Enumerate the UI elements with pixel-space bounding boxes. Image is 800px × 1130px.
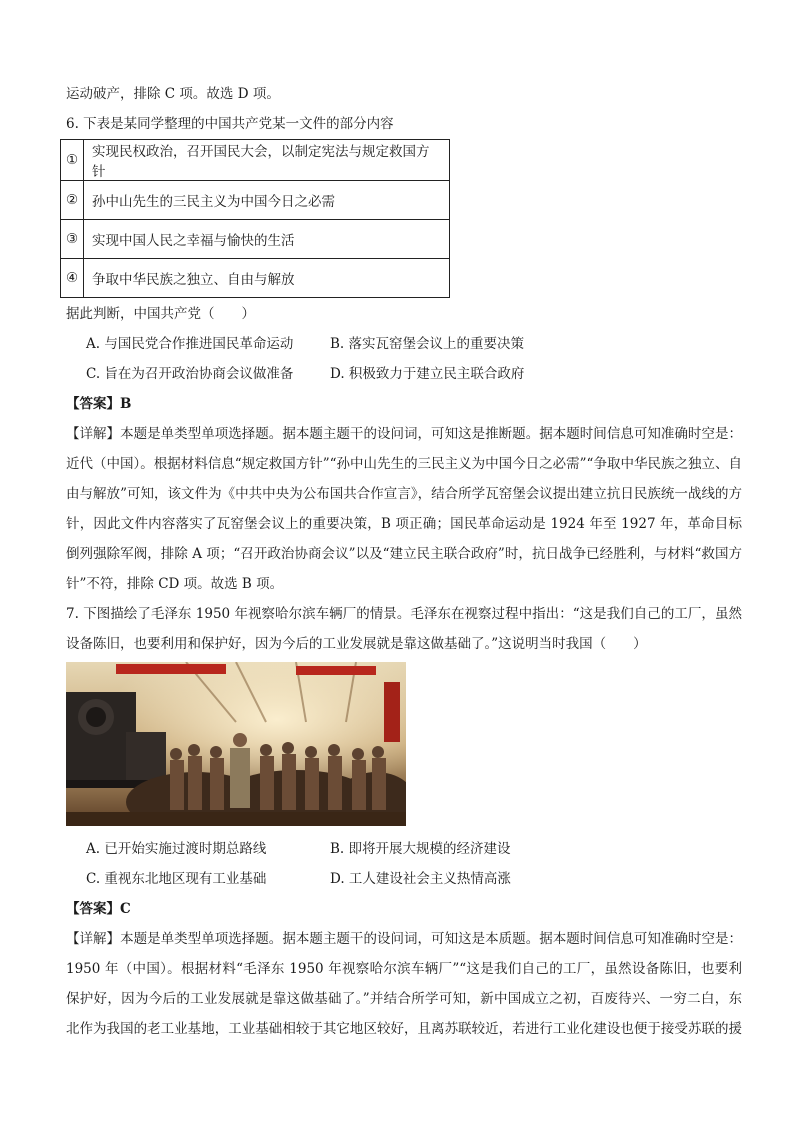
row-number: ③ — [61, 220, 84, 259]
question-6-explain-line: 倒列强除军阀，排除 A 项；“召开政治协商会议”以及“建立民主联合政府”时，抗日战争已经胜利，与材料“救国方 — [66, 546, 742, 562]
row-text: 争取中华民族之独立、自由与解放 — [84, 259, 450, 298]
row-number: ② — [61, 181, 84, 220]
factory-inspection-painting — [66, 662, 406, 826]
row-text: 孙中山先生的三民主义为中国今日之必需 — [84, 181, 450, 220]
question-7-option-c: C. 重视东北地区现有工业基础 — [86, 871, 267, 887]
question-7-answer: 【答案】C — [66, 901, 131, 917]
question-6-explain-line: 近代（中国）。根据材料信息“规定救国方针”“孙中山先生的三民主义为中国今日之必需”“争取中华民族之独立、自 — [66, 456, 742, 472]
table-row — [61, 220, 450, 259]
question-6-option-a: A. 与国民党合作推进国民革命运动 — [86, 336, 294, 352]
table-row — [61, 140, 450, 181]
question-7-option-b: B. 即将开展大规模的经济建设 — [330, 841, 511, 857]
question-7-option-d: D. 工人建设社会主义热情高涨 — [330, 871, 511, 887]
question-6-option-c: C. 旨在为召开政治协商会议做准备 — [86, 366, 294, 382]
question-6-stem: 6. 下表是某同学整理的中国共产党某一文件的部分内容 — [66, 116, 394, 132]
question-7-stem-line: 设备陈旧，也要利用和保护好，因为今后的工业发展就是靠这做基础了。”这说明当时我国（ ） — [66, 636, 647, 652]
question-6-option-b: B. 落实瓦窑堡会议上的重要决策 — [330, 336, 525, 352]
question-6-option-d: D. 积极致力于建立民主联合政府 — [330, 366, 525, 382]
question-6-material-table — [60, 139, 450, 298]
painting-illustration — [66, 662, 406, 826]
row-number: ④ — [61, 259, 84, 298]
row-text: 实现中国人民之幸福与愉快的生活 — [84, 220, 450, 259]
table-row — [61, 181, 450, 220]
row-number: ① — [61, 140, 84, 181]
previous-answer-tail: 运动破产，排除 C 项。故选 D 项。 — [66, 86, 280, 102]
question-6-explain-line: 针，因此文件内容落实了瓦窑堡会议上的重要决策，B 项正确；国民革命运动是 1924 年至 1927 年，革命目标 — [66, 516, 742, 532]
question-7-explain-line: 北作为我国的老工业基地，工业基础相较于其它地区较好，且离苏联较近，若进行工业化建设也便于接受苏联的援 — [66, 1021, 742, 1037]
question-6-explain-line: 由与解放”可知，该文件为《中共中央为公布国共合作宣言》，结合所学瓦窑堡会议提出建立抗日民族统一战线的方 — [66, 486, 742, 502]
question-7-option-a: A. 已开始实施过渡时期总路线 — [86, 841, 267, 857]
question-6-prompt: 据此判断，中国共产党（ ） — [66, 306, 255, 322]
table-row — [61, 259, 450, 298]
question-6-explain-line: 针”不符，排除 CD 项。故选 B 项。 — [66, 576, 284, 592]
question-7-explain-line: 1950 年（中国）。根据材料“毛泽东 1950 年视察哈尔滨车辆厂”“这是我们自己的工厂，虽然设备陈旧，也要利 — [66, 961, 742, 977]
question-7-stem-line: 7. 下图描绘了毛泽东 1950 年视察哈尔滨车辆厂的情景。毛泽东在视察过程中指出：“这是我们自己的工厂，虽然 — [66, 606, 742, 622]
question-7-explain-line: 保护好，因为今后的工业发展就是靠这做基础了。”并结合所学可知，新中国成立之初，百废待兴、一穷二白，东 — [66, 991, 742, 1007]
row-text: 实现民权政治，召开国民大会，以制定宪法与规定救国方针 — [84, 140, 450, 181]
question-7-explain-line: 【详解】本题是单类型单项选择题。据本题主题干的设问词，可知这是本质题。据本题时间信息可知准确时空是： — [66, 931, 742, 947]
question-6-explain-line: 【详解】本题是单类型单项选择题。据本题主题干的设问词，可知这是推断题。据本题时间信息可知准确时空是： — [66, 426, 742, 442]
question-6-answer: 【答案】B — [66, 396, 132, 412]
